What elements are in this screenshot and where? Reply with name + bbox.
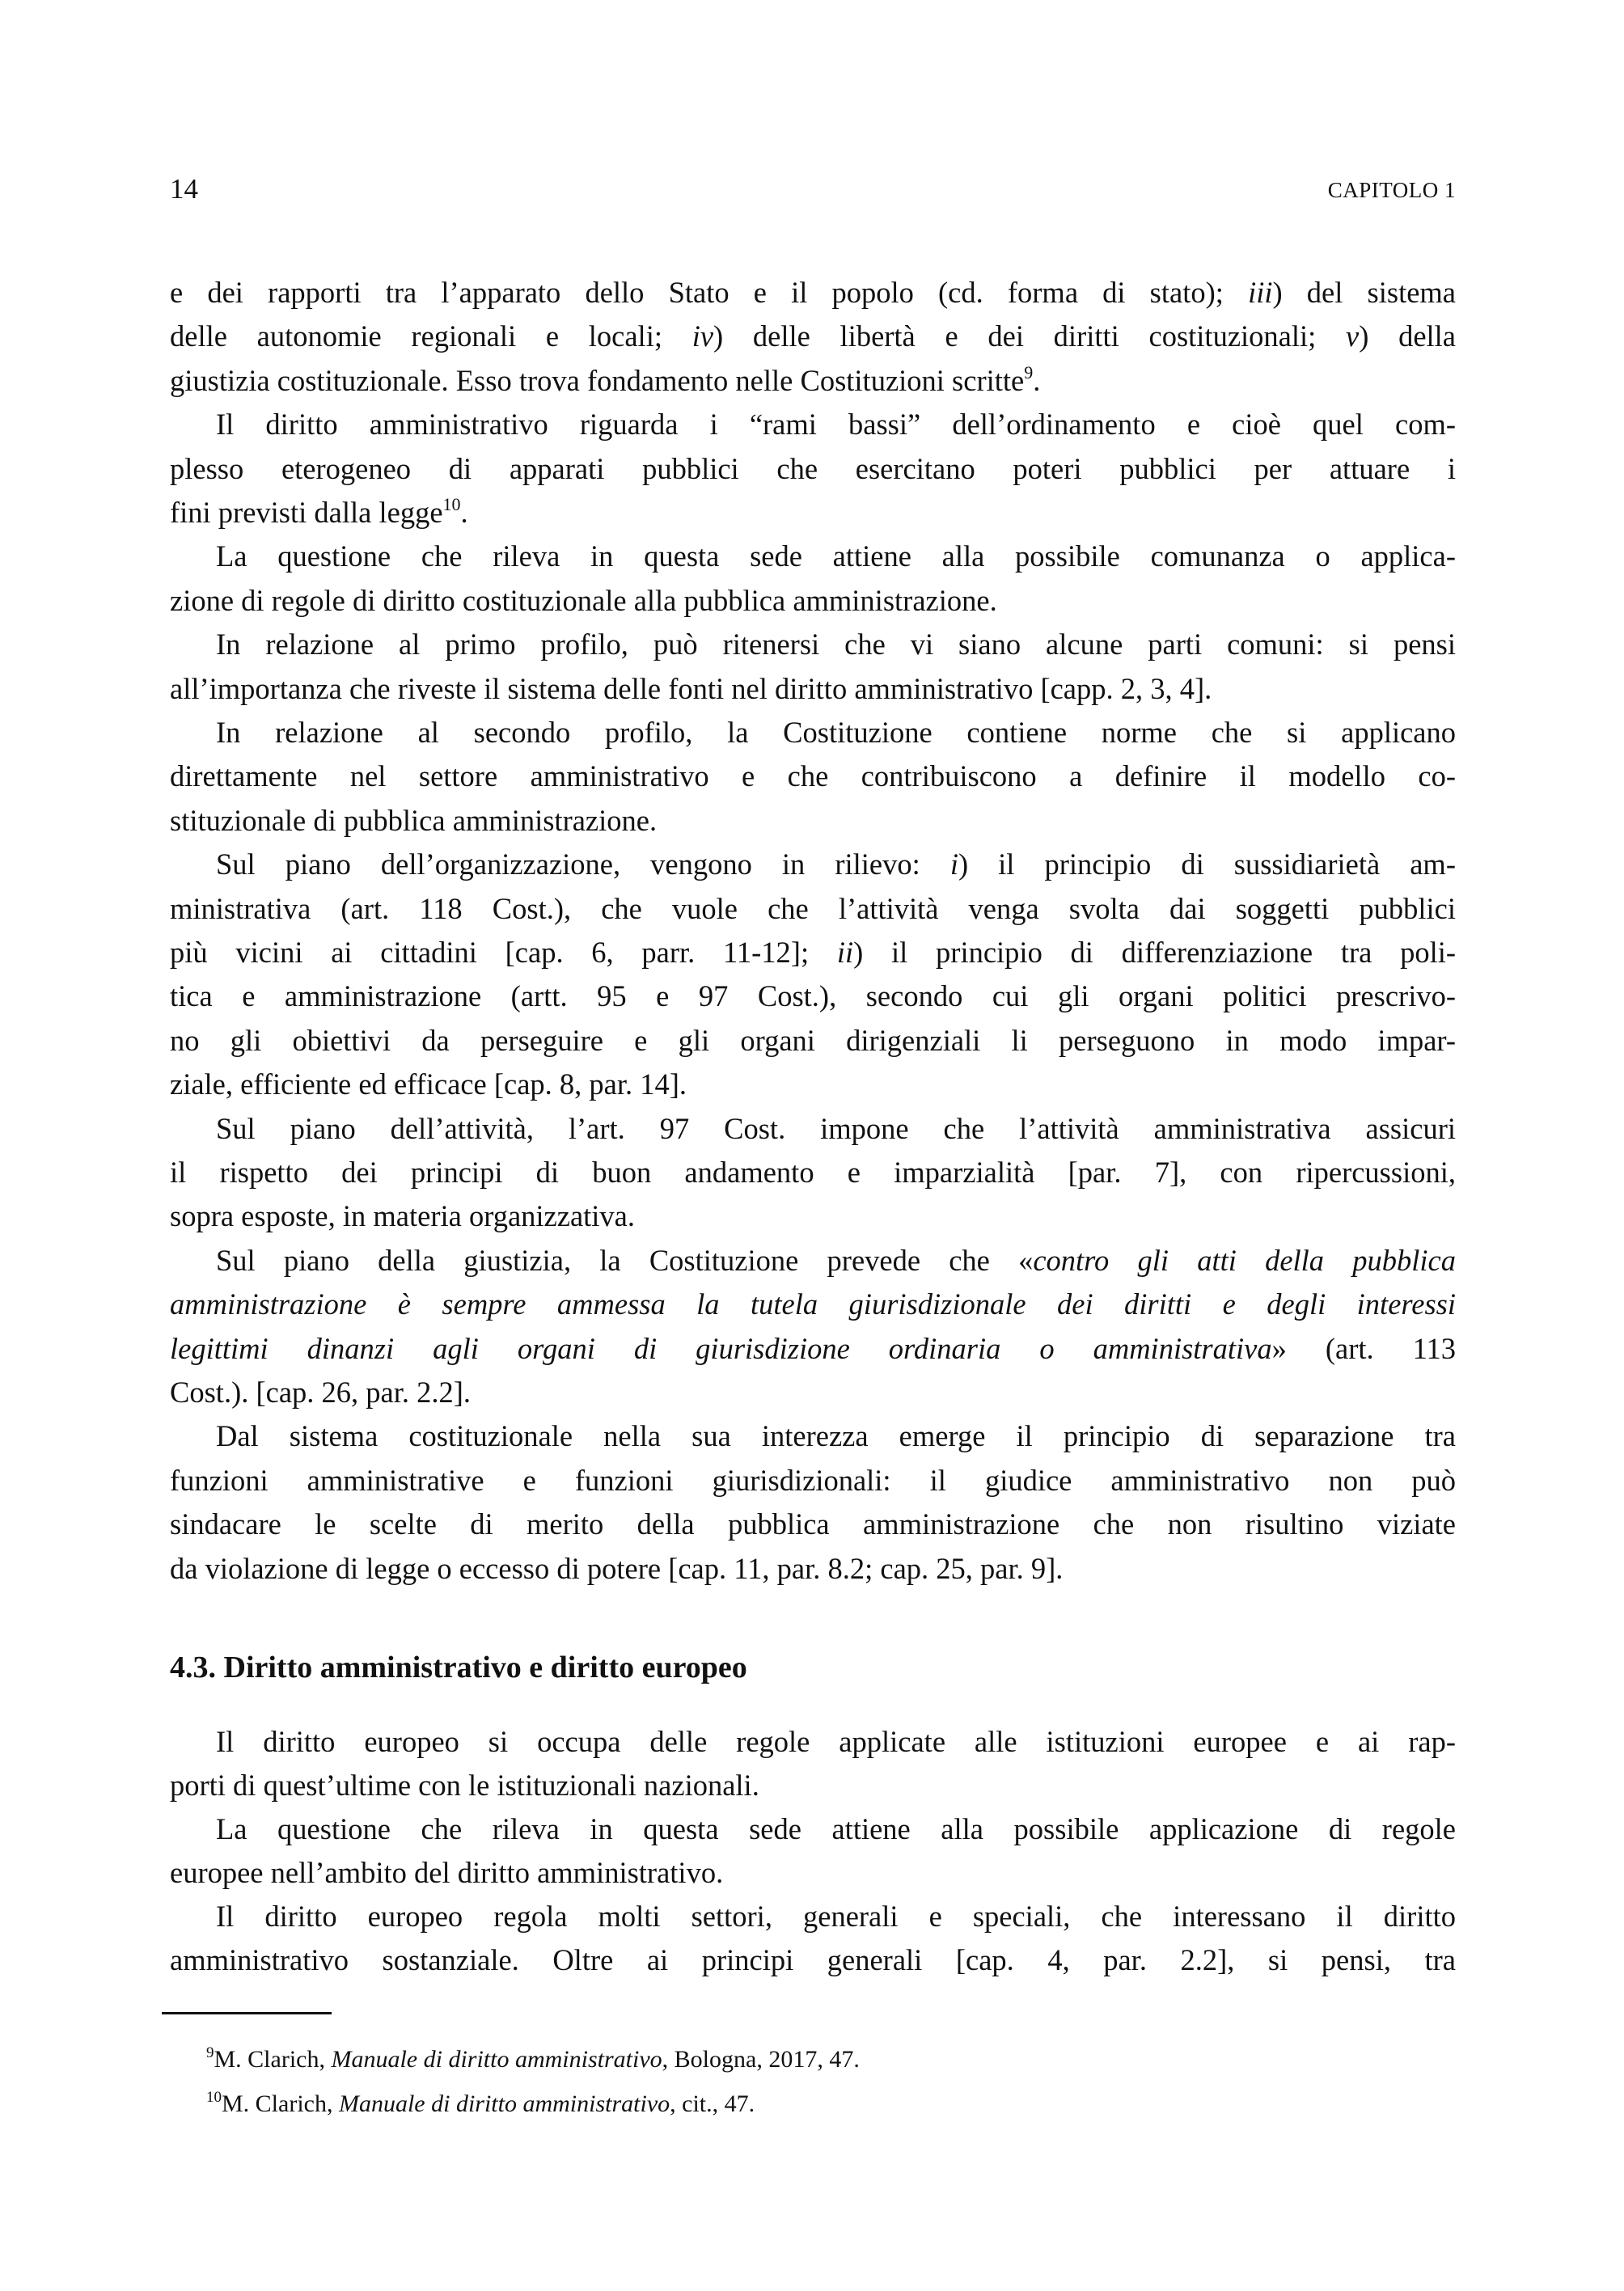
text-line	[170, 1507, 1456, 1542]
text-line	[170, 1375, 1456, 1410]
footnote-9	[206, 2044, 860, 2075]
footnote-reference: , cit., 47.	[670, 2090, 755, 2117]
text-line	[216, 1111, 1456, 1147]
text-line	[170, 363, 1456, 399]
text-line	[216, 1243, 1456, 1279]
footnote-reference: , Bologna, 2017, 47.	[662, 2046, 860, 2073]
text-line	[170, 979, 1456, 1014]
italic-text: ii	[836, 936, 854, 969]
text-line	[170, 1768, 1456, 1803]
text-segment: plesso eterogeneo di apparati pubblici che esercitano poteri pubblici per attuare i	[170, 451, 1456, 485]
footnote-author: M. Clarich,	[222, 2090, 339, 2117]
text-segment: Sul piano della giustizia, la Costituzione prevede che «	[216, 1243, 1034, 1277]
italic-text: i	[949, 848, 958, 881]
text-line	[216, 1724, 1456, 1760]
section-heading: 4.3. Diritto amministrativo e diritto europeo	[170, 1651, 747, 1684]
text-segment: sopra esposte, in materia organizzativa.	[170, 1199, 635, 1233]
footnote-title: Manuale di diritto amministrativo	[338, 2090, 670, 2117]
text-line	[216, 1811, 1456, 1847]
text-segment: La questione che rileva in questa sede attiene alla possibile comunanza o applica-	[216, 539, 1456, 573]
italic-text: iii	[1248, 276, 1273, 309]
text-line	[170, 451, 1456, 487]
text-segment: il rispetto dei principi di buon andamento e imparzialità [par. 7], con ripercussioni,	[170, 1156, 1456, 1189]
text-segment: In relazione al secondo profilo, la Costituzione contiene norme che si applicano	[216, 716, 1456, 749]
text-line	[170, 1155, 1456, 1190]
text-segment: e dei rapporti tra l’apparato dello Stato e il popolo (cd. forma di stato);	[170, 276, 1249, 309]
text-line	[170, 1198, 1456, 1234]
chapter-label: CAPITOLO 1	[1327, 178, 1456, 202]
text-line	[216, 539, 1456, 574]
text-segment: no gli obiettivi da perseguire e gli organi dirigenziali li perseguono in modo impar-	[170, 1023, 1456, 1057]
text-segment: europee nell’ambito del diritto amministrativo.	[170, 1856, 724, 1889]
italic-text: iv	[691, 319, 714, 353]
text-line	[170, 1855, 1456, 1891]
text-line	[216, 1418, 1456, 1454]
text-segment: più vicini ai cittadini [cap. 6, parr. 11-12];	[170, 936, 837, 969]
text-segment: ) il principio di differenziazione tra poli-	[853, 936, 1457, 969]
italic-text: legittimi dinanzi agli organi di giurisdizione ordinaria o amministrativa	[170, 1331, 1272, 1365]
text-segment: da violazione di legge o eccesso di potere [cap. 11, par. 8.2; cap. 25, par. 9].	[170, 1551, 1064, 1585]
text-segment: fini previsti dalla legge	[170, 496, 443, 529]
footnote-separator	[162, 2012, 332, 2014]
footnote-reference-mark: 9	[1024, 361, 1034, 383]
footnote-10	[206, 2089, 755, 2120]
text-line	[170, 759, 1456, 794]
footnote-title: Manuale di diritto amministrativo	[331, 2046, 662, 2073]
italic-text: v	[1346, 319, 1360, 353]
text-line	[216, 1899, 1456, 1934]
text-segment: funzioni amministrative e funzioni giurisdizionali: il giudice amministrativo non può	[170, 1463, 1456, 1497]
text-segment: Cost.). [cap. 26, par. 2.2].	[170, 1376, 472, 1409]
text-segment: Sul piano dell’attività, l’art. 97 Cost. impone che l’attività amministrativa assicuri	[216, 1111, 1456, 1145]
text-line	[170, 1463, 1456, 1498]
footnote-reference-mark: 10	[442, 493, 461, 514]
text-segment: stituzionale di pubblica amministrazione.	[170, 803, 658, 837]
text-line	[170, 1331, 1456, 1367]
text-line	[170, 495, 1456, 530]
text-segment: tica e amministrazione (artt. 95 e 97 Cost.), secondo cui gli organi politici prescrivo-	[170, 979, 1456, 1013]
text-segment: amministrativo sostanziale. Oltre ai principi generali [cap. 4, par. 2.2], si pensi, tra	[170, 1943, 1456, 1976]
italic-text: amministrazione è sempre ammessa la tutela giurisdizionale dei diritti e degli interessi	[170, 1287, 1456, 1321]
text-line	[170, 1942, 1456, 1978]
text-segment: » (art. 113	[1271, 1331, 1456, 1365]
text-segment: .	[1033, 363, 1041, 397]
text-line	[170, 319, 1456, 354]
text-line	[170, 583, 1456, 619]
text-line	[216, 407, 1456, 442]
italic-text: contro gli atti della pubblica	[1033, 1243, 1456, 1277]
text-segment: .	[460, 496, 468, 529]
running-head	[170, 173, 1456, 209]
text-line	[170, 891, 1456, 927]
text-segment: zione di regole di diritto costituzionale alla pubblica amministrazione.	[170, 583, 997, 617]
text-segment: Il diritto amministrativo riguarda i “rami bassi” dell’ordinamento e cioè quel com-	[216, 408, 1456, 442]
footnote-author: M. Clarich,	[214, 2046, 332, 2073]
text-segment: ) del sistema	[1272, 276, 1456, 309]
text-segment: direttamente nel settore amministrativo e che contribuiscono a definire il modello co-	[170, 759, 1456, 793]
text-segment: La questione che rileva in questa sede attiene alla possibile applicazione di regole	[216, 1812, 1456, 1845]
footnote-number: 10	[206, 2089, 222, 2106]
text-line	[170, 1551, 1456, 1587]
text-segment: ) delle libertà e dei diritti costituzionali;	[713, 319, 1346, 353]
text-segment: Dal sistema costituzionale nella sua interezza emerge il principio di separazione tra	[216, 1419, 1456, 1453]
text-segment: In relazione al primo profilo, può ritenersi che vi siano alcune parti comuni: si pensi	[216, 628, 1456, 662]
text-line	[216, 847, 1456, 882]
text-segment: ) il principio di sussidiarietà am-	[958, 848, 1456, 881]
text-segment: ) della	[1359, 319, 1456, 353]
text-segment: Sul piano dell’organizzazione, vengono in rilievo:	[216, 848, 950, 881]
text-line	[170, 1067, 1456, 1102]
text-segment: ziale, efficiente ed efficace [cap. 8, par. 14].	[170, 1067, 687, 1101]
text-line	[216, 715, 1456, 750]
text-line	[170, 935, 1456, 970]
text-segment: delle autonomie regionali e locali;	[170, 319, 692, 353]
text-segment: sindacare le scelte di merito della pubblica amministrazione che non risultino viziate	[170, 1507, 1456, 1541]
text-segment: Il diritto europeo si occupa delle regole applicate alle istituzioni europee e ai rap-	[216, 1725, 1456, 1758]
text-segment: Il diritto europeo regola molti settori, generali e speciali, che interessano il diritto	[216, 1900, 1456, 1933]
text-segment: porti di quest’ultime con le istituzionali nazionali.	[170, 1769, 759, 1802]
text-line	[170, 803, 1456, 839]
text-line	[170, 671, 1456, 707]
text-segment: giustizia costituzionale. Esso trova fondamento nelle Costituzioni scritte	[170, 363, 1025, 397]
text-segment: ministrativa (art. 118 Cost.), che vuole che l’attività venga svolta dai soggetti pubblici	[170, 891, 1456, 925]
text-line	[170, 1023, 1456, 1059]
page-number: 14	[170, 173, 198, 205]
text-line	[170, 275, 1456, 311]
footnote-number: 9	[206, 2044, 214, 2061]
text-segment: all’importanza che riveste il sistema delle fonti nel diritto amministrativo [capp. 2, 3, 4].	[170, 671, 1212, 705]
text-line	[170, 1287, 1456, 1322]
text-line	[216, 627, 1456, 662]
